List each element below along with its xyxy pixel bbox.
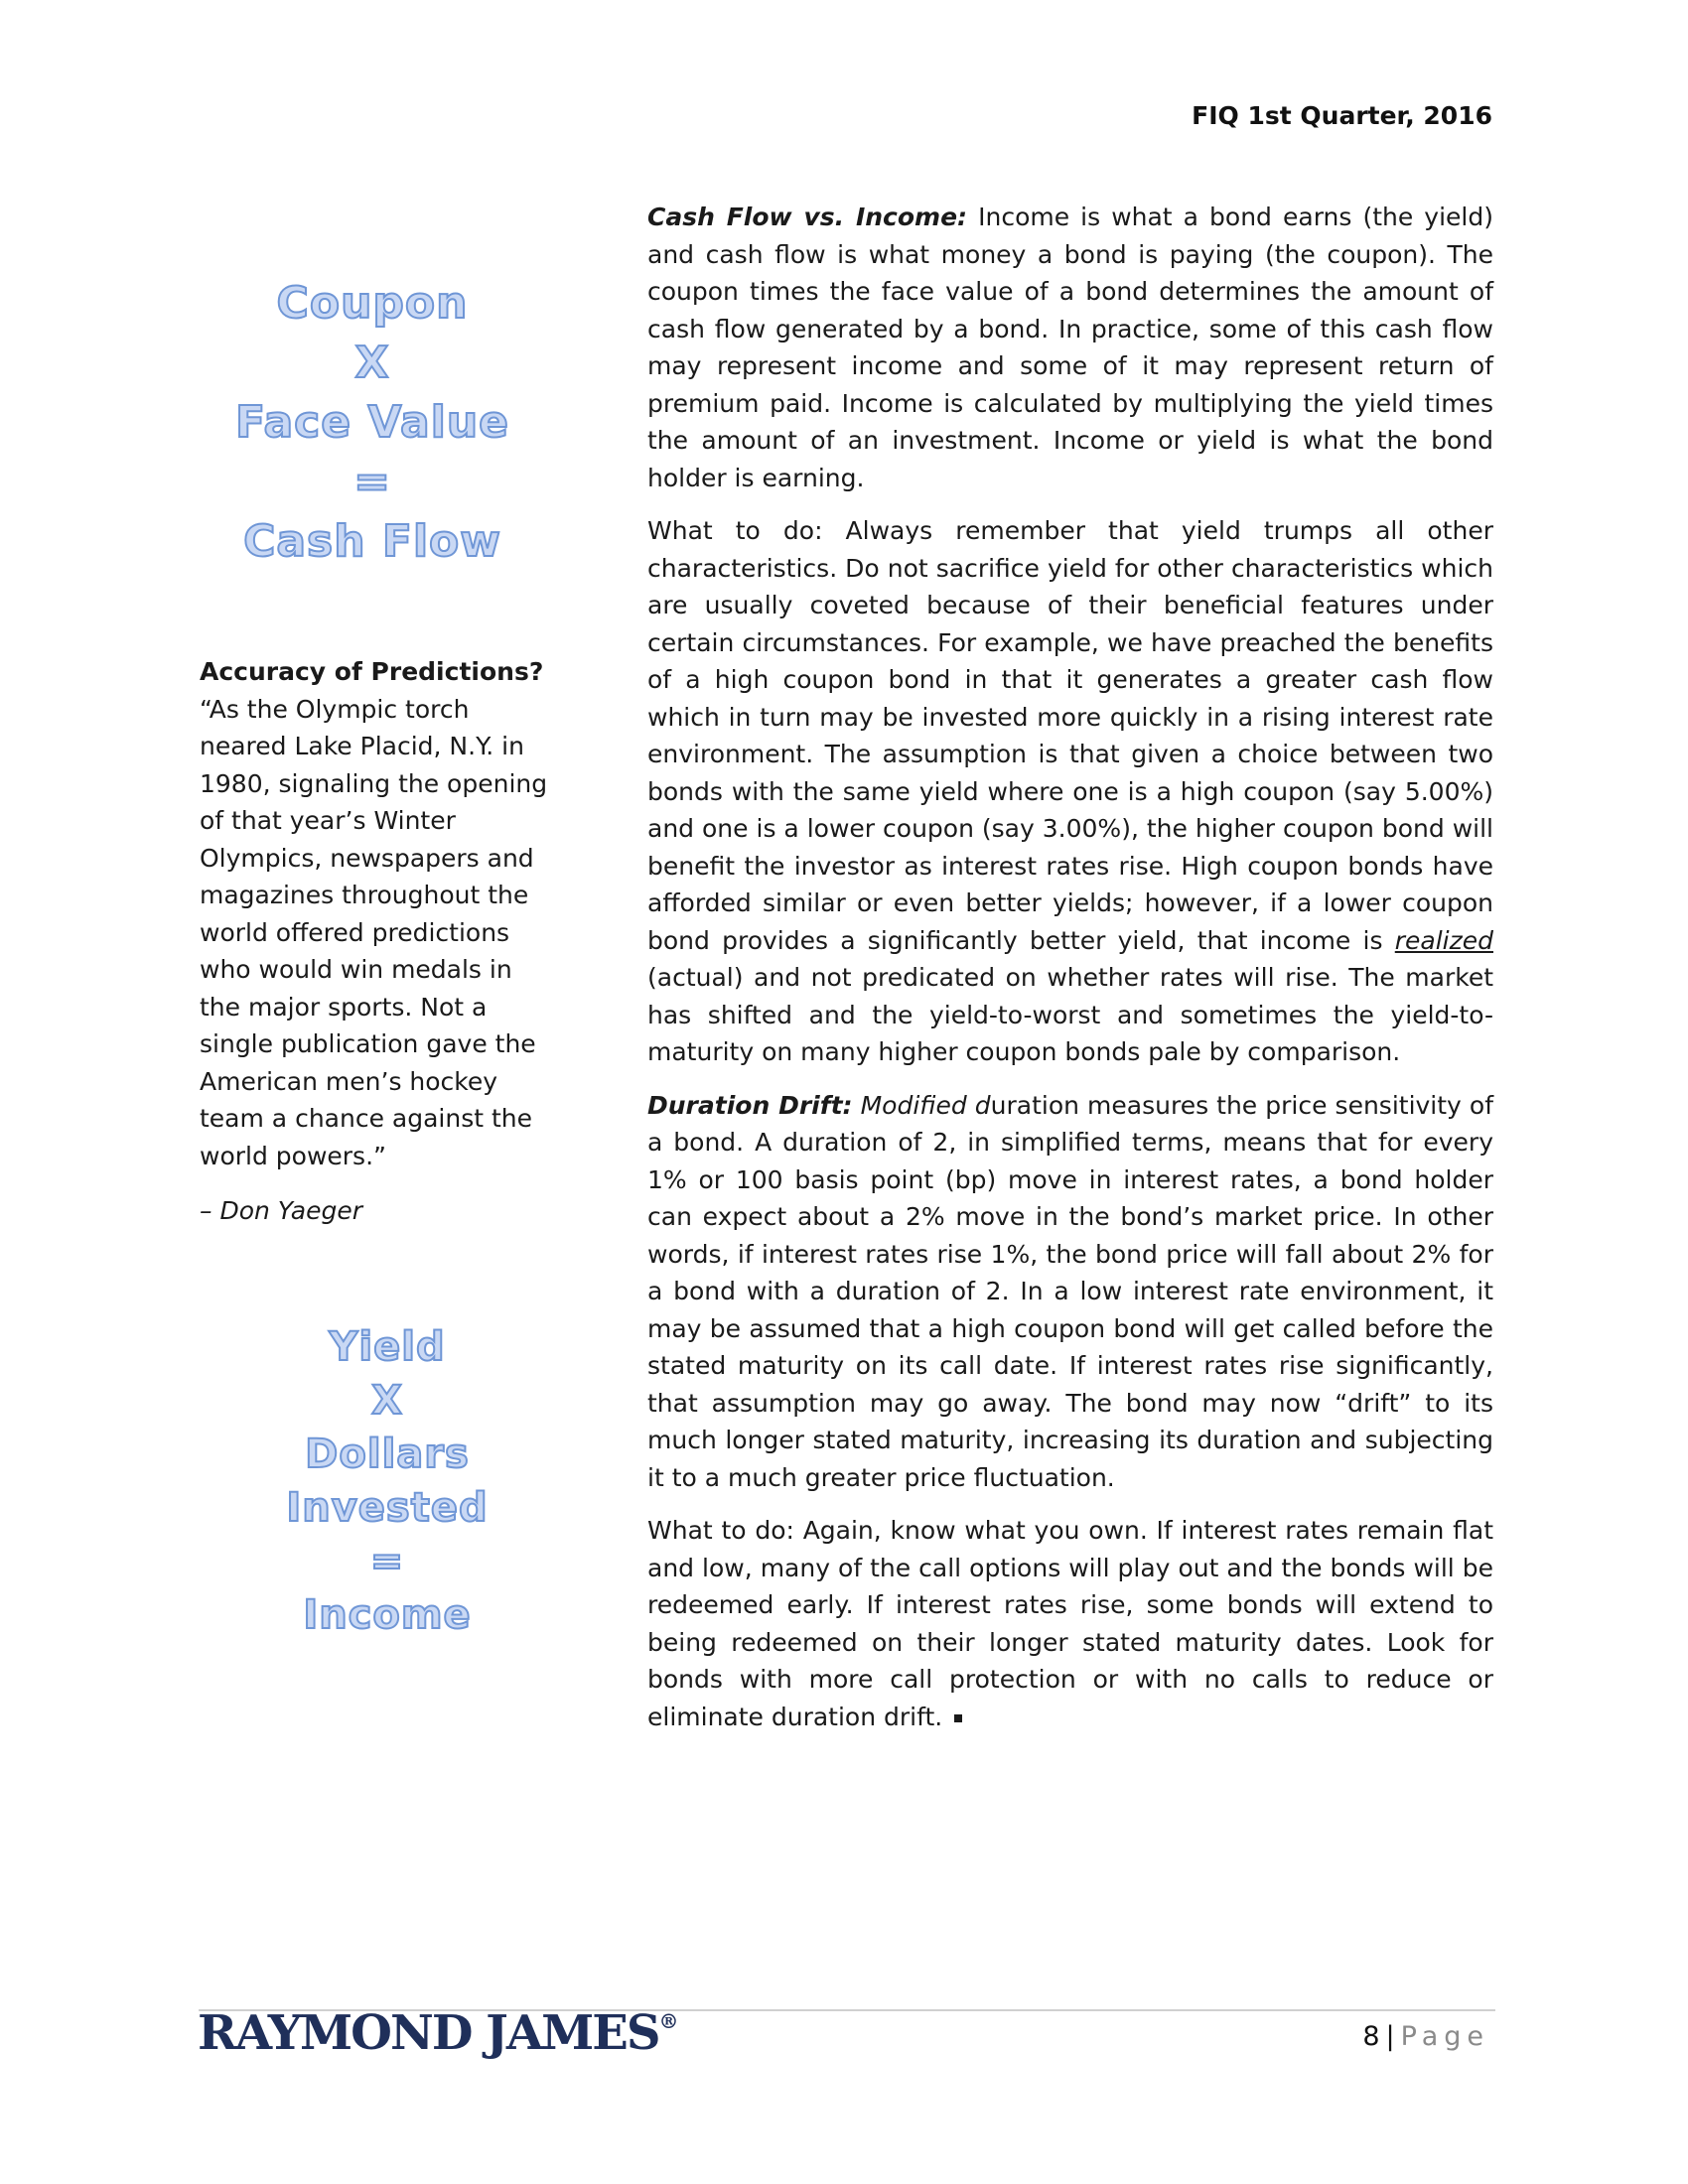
paragraph-cash-flow-vs-income [647, 199, 1493, 496]
paragraph-lead: Cash Flow vs. Income: [647, 203, 968, 231]
formula-line: Dollars Invested [286, 1432, 489, 1531]
page-number-value: 8 [1362, 2021, 1380, 2052]
income-formula-graphic [204, 1320, 571, 1642]
registered-mark: ® [658, 2009, 679, 2033]
emphasis-realized: realized [1394, 925, 1493, 955]
formula-line: Face Value [235, 397, 509, 448]
paragraph-italic: Modified d [852, 1090, 991, 1120]
paragraph-text: What to do: Always remember that yield trumps all other characteristics. Do not sacrifice yield for other characteristics which are usually coveted because of their beneficial features under certain circumstances. For example, we have preached the benefits of a high coupon bond in that it generates a greater cash flow which in turn may be invested more quickly in a rising interest rate environment. The assumption is that given a choice between two bonds with the same yield where one is a high coupon (say 5.00%) and one is a lower coupon (say 3.00%), the higher coupon bond will benefit the investor as interest rates rise. High coupon bonds have afforded similar or even better yields; however, if a lower coupon bond provides a significantly better yield, that income is [647, 516, 1493, 955]
formula-line: Cash Flow [243, 516, 501, 567]
paragraph-text: (actual) and not predicated on whether rates will rise. The market has shifted and the yield-to-worst and sometimes the yield-to-maturity on many higher coupon bonds pale by comparison. [647, 963, 1493, 1066]
raymond-james-logo [198, 2005, 679, 2061]
main-article [647, 199, 1493, 1751]
quote-body: “As the Olympic torch neared Lake Placid, N.Y. in 1980, signaling the opening of that year’s Winter Olympics, newspapers and magazines throughout the world offered predictions who would win medals in the major sports. Not a single publication gave the American men’s hockey team a chance against the world powers.” [200, 694, 548, 1170]
paragraph-text: What to do: Again, know what you own. If interest rates remain flat and low, many of the call options will play out and the bonds will be redeemed early. If interest rates rise, some bonds will extend to being redeemed on their longer stated maturity dates. Look for bonds with more call protection or with no calls to reduce or eliminate duration drift. [647, 1516, 1493, 1731]
formula-line: = [369, 1539, 405, 1584]
document-header-title: FIQ 1st Quarter, 2016 [1192, 101, 1492, 130]
quote-title: Accuracy of Predictions? [200, 657, 544, 686]
paragraph-lead: Duration Drift: [647, 1090, 853, 1120]
paragraph-text: uration measures the price sensitivity of a bond. A duration of 2, in simplified terms, means that for every 1% or 100 basis point (bp) move in interest rates, a bond holder can expect about a 2% move in the bond’s market price. In other words, if interest rates rise 1%, the bond price will fall about 2% for a bond with a duration of 2. In a low interest rate environment, it may be assumed that a high coupon bond will get called before the stated maturity on its call date. If interest rates rise significantly, that assumption may go away. The bond may now “drift” to its much longer stated maturity, increasing its duration and subjecting it to a much greater price fluctuation. [647, 1090, 1494, 1492]
end-of-article-icon [954, 1714, 962, 1722]
paragraph-what-to-do-duration [647, 1512, 1493, 1735]
formula-line: Yield [329, 1324, 446, 1370]
page-separator: | [1385, 2021, 1395, 2052]
page-number [1331, 2021, 1489, 2052]
logo-text: RAYMOND JAMES [198, 2005, 659, 2061]
sidebar-quote [200, 653, 557, 1230]
paragraph-duration-drift [647, 1087, 1493, 1497]
coupon-formula-graphic [199, 274, 546, 572]
formula-line: X [354, 338, 390, 388]
paragraph-text: Income is what a bond earns (the yield) and cash flow is what money a bond is paying (the coupon). The coupon times the face value of a bond determines the amount of cash flow generated by a bond. In practice, some of this cash flow may represent income and some of it may represent return of premium paid. Income is calculated by multiplying the yield times the amount of an investment. Income or yield is what the bond holder is earning. [647, 203, 1493, 492]
formula-line: = [353, 457, 391, 507]
page-word: Page [1400, 2021, 1489, 2052]
quote-author: – Don Yaeger [200, 1196, 362, 1225]
formula-line: Coupon [276, 278, 469, 329]
formula-line: Income [303, 1592, 472, 1638]
paragraph-what-to-do-yield [647, 512, 1493, 1071]
formula-line: X [371, 1378, 403, 1424]
